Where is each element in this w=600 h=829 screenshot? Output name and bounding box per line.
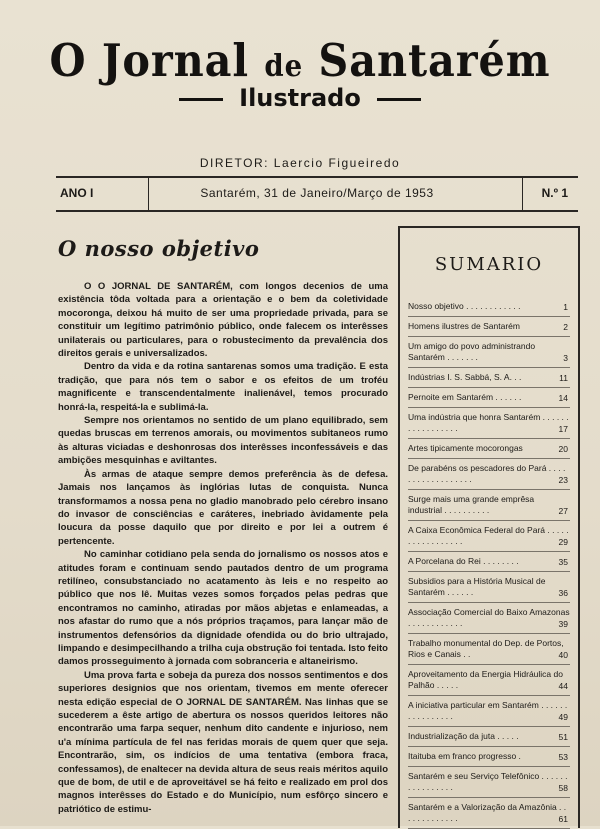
toc-item-title: Indústrias I. S. Sabbá, S. A. . . [408,372,522,382]
masthead-title-part: O Jornal [49,34,250,87]
toc-item-page: 3 [563,353,568,363]
issue-date: Santarém, 31 de Janeiro/Março de 1953 [200,186,434,200]
toc-item-page: 51 [558,732,568,742]
toc-item-title: Industrialização da juta . . . . . [408,731,519,741]
divider [377,98,421,101]
volume-label: ANO I [60,186,94,200]
table-of-contents [398,226,580,828]
divider [179,98,223,101]
toc-item [408,603,570,634]
toc-item-title: Santarém e seu Serviço Telefônico . . . . . . . . . . . . . . . . [408,771,568,792]
toc-item-page: 61 [558,814,568,824]
toc-item-page: 36 [558,588,568,598]
toc-item-title: A iniciativa particular em Santarém . . . . . . . . . . . . . . . . [408,700,568,721]
article-paragraph: Dentro da vida e da rotina santarenas somos uma tradição. E esta tradição, que para nós tem o sabor e os efeitos de um troféu magnificente e transcendentalmente inalienável, temos procurado honrá-la, respeitá-la e sublimá-la. [58,361,388,413]
toc-item [408,297,570,317]
masthead-subtitle: Ilustrado [239,84,361,112]
toc-item [408,337,570,368]
masthead-title-part: Santarém [318,34,551,87]
toc-item-title: A Caixa Econômica Federal do Pará . . . . . . . . . . . . . . . . . [408,525,569,546]
toc-item [408,408,570,439]
toc-item [408,665,570,696]
toc-item [408,521,570,552]
toc-item-page: 53 [558,752,568,762]
toc-item-title: Nosso objetivo . . . . . . . . . . . . [408,301,521,311]
toc-item-title: Artes tipicamente mocorongas [408,443,523,453]
article-body [58,280,388,816]
toc-item-page: 44 [558,681,568,691]
toc-item-page: 20 [558,444,568,454]
toc-item [408,459,570,490]
toc-item-title: Itaituba em franco progresso . [408,751,521,761]
toc-item-page: 17 [558,424,568,434]
dateline-bar [56,176,578,212]
toc-item [408,388,570,408]
masthead-subtitle-row [0,84,600,112]
toc-item-page: 2 [563,322,568,332]
toc-item-page: 11 [559,373,568,383]
toc-item [408,767,570,798]
article-paragraph: Sempre nos orientamos no sentido de um plano equilibrado, sem quedas bruscas em terrenos amorais, ou movimentos subitaneos rumo às alturas viciadas e deshonrosas dos interêsses inconfessáveis e das ambições mesquinhas e aviltantes. [58,415,388,467]
director-line: DIRETOR: Laercio Figueiredo [199,156,401,170]
toc-item-page: 27 [558,506,568,516]
toc-item-page: 49 [558,712,568,722]
toc-item-title: A Porcelana do Rei . . . . . . . . [408,556,519,566]
issue-number: N.º 1 [541,186,568,200]
toc-item-title: Aproveitamento da Energia Hidráulica do Palhão . . . . . [408,669,563,690]
toc-item-page: 23 [558,475,568,485]
toc-item-title: Associação Comercial do Baixo Amazonas . . . . . . . . . . . . [408,607,570,628]
toc-item [408,696,570,727]
toc-item [408,439,570,459]
toc-item [408,727,570,747]
toc-item-page: 58 [558,783,568,793]
toc-item-page: 29 [558,537,568,547]
toc-heading: SUMARIO [434,254,544,275]
toc-item [408,747,570,767]
masthead-title [24,34,576,87]
toc-item-title: Trabalho monumental do Dep. de Portos, Rios e Canais . . [408,638,564,659]
toc-item-page: 1 [563,302,568,312]
toc-list [400,297,578,829]
toc-item [408,798,570,829]
toc-item-title: Uma indústria que honra Santarém . . . . . . . . . . . . . . . . . [408,412,569,433]
toc-item-page: 35 [558,557,568,567]
toc-item-title: De parabéns os pescadores do Pará . . . . . . . . . . . . . . . . . . [408,463,566,484]
toc-item-title: Homens ilustres de Santarém [408,321,520,331]
toc-item [408,552,570,572]
toc-item-title: Surge mais uma grande emprêsa industrial . . . . . . . . . . [408,494,535,515]
toc-item [408,317,570,337]
article-paragraph: Às armas de ataque sempre demos preferência às de defesa. Jamais nos lançamos às inglórias lutas de conquista. Nunca transformamos a nossa pena no gladio manobrado pelo cérebro insano do invasor de consciências e caráteres, inebriado àvidamente pela loucura da posse daquilo que por direito e por lei a outrem é pertencente. [58,468,388,547]
toc-item-page: 14 [558,393,568,403]
toc-item [408,572,570,603]
article-paragraph: O O JORNAL DE SANTARÉM, com longos decenios de uma existência tôda voltada para a orientação e o bem da coletividade mocoronga, deixou há muito de ser uma propriedade privada, para se constituir um legítimo patrimônio público, onde falecem os interêsses unilaterais ou particulares, para o robustecimento da prevalência dos direitos gerais e universalizados. [58,281,388,360]
toc-item-title: Pernoite em Santarém . . . . . . [408,392,522,402]
toc-item-title: Um amigo do povo administrando Santarém . . . . . . . [408,341,536,362]
article-paragraph: Uma prova farta e sobeja da pureza dos nossos sentimentos e dos superiores designios que nos orientam, tivemos em mente oferecer nesta edição especial de O JORNAL DE SANTARÉM. Nas linhas que se sucederem a êste artigo de abertura os nossos queridos leitores não encontrarão uma farpa sequer, nenhum dito candente e injurioso, nem u'a mínima partícula de fel nas feridas morais de quem quer que seja. Encontrarão, sim, os indícios de uma tentativa (embora fraca, confessamos), de enaltecer na devida altura de seus reais méritos aquilo que de bom, de util e de aproveitável se há feito e realizado em prol dos magnos interêsses do Estado e do Município, num esfôrço sincero e patriótico de estimu- [58,669,388,815]
masthead [0,34,600,87]
masthead-title-part: de [264,49,304,84]
toc-item [408,490,570,521]
toc-item [408,634,570,665]
article-paragraph: No caminhar cotidiano pela senda do jornalismo os nossos atos e atitudes foram e continuam sendo pautados dentro de um programa retilíneo, consubstanciado no acatamento às leis e no respeito ao público que nos lê. Muitas vezes somos forçados pelas pedras que encontramos no caminho, atiradas por mãos abjetas e enlameadas, a nos afastar do rumo que a nós próprios traçamos, para lançar mão de instrumentos defensórios da dignidade ofendida ou do brio ultrajado, limpando e desimpecilhando a trilha cuja obstrução foi tentada. Isto feito damos prosseguimento à jornada com sobranceria e altaneirismo. [58,549,388,668]
toc-item-page: 40 [558,650,568,660]
article-title: O nosso objetivo [58,236,260,261]
toc-item-title: Subsidios para a História Musical de Santarém . . . . . . [408,576,546,597]
toc-item-title: Santarém e a Valorização da Amazônia . . . . . . . . . . . . . [408,802,567,823]
toc-item-page: 39 [558,619,568,629]
toc-item [408,368,570,388]
